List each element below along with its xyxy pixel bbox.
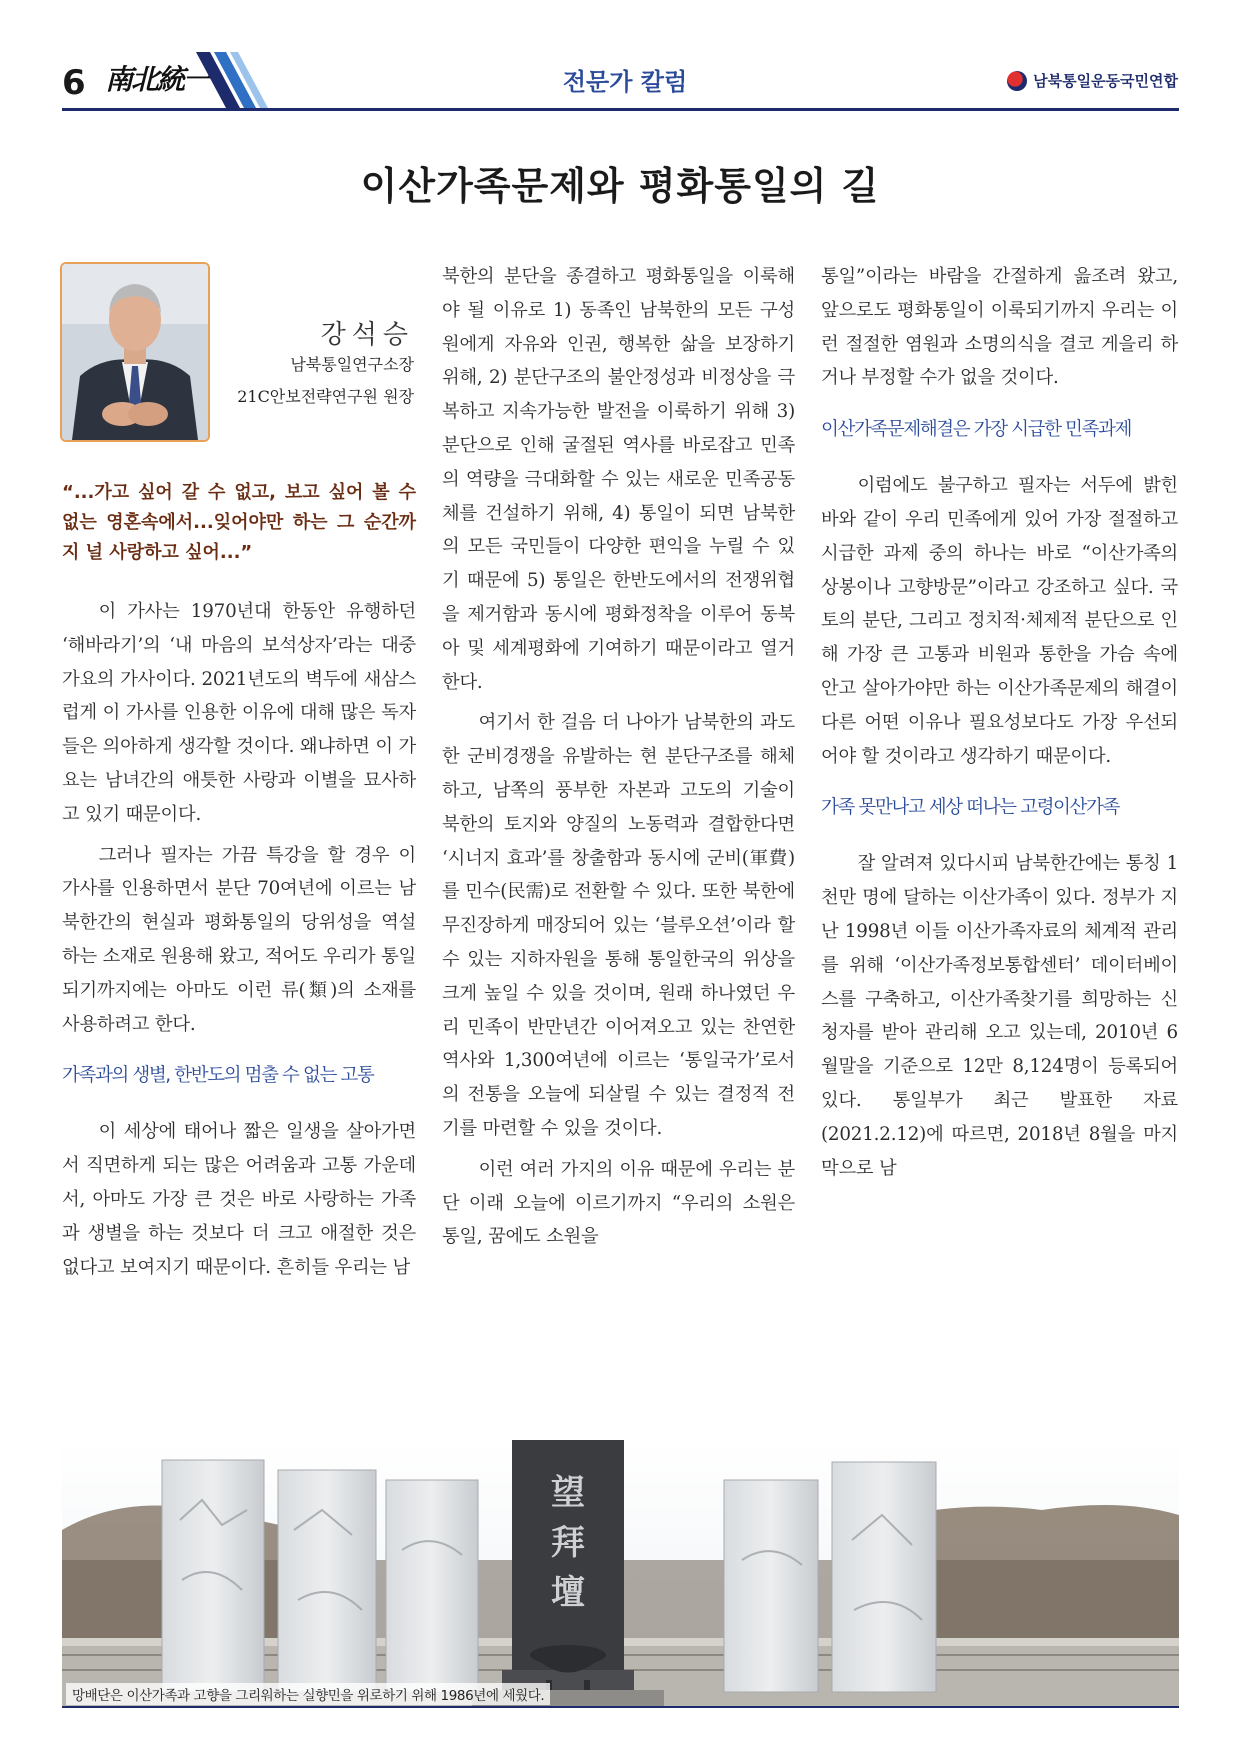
monument-scene-image bbox=[62, 1440, 1179, 1706]
header-stripes-decoration bbox=[196, 52, 276, 112]
column-3 bbox=[821, 260, 1178, 1192]
mangbaedan-photo bbox=[62, 1440, 1179, 1706]
org-emblem-icon bbox=[1007, 71, 1027, 91]
paragraph: 이런 여러 가지의 이유 때문에 우리는 분단 이래 오늘에 이르기까지 “우리의 소원은 통일, 꿈에도 소원을 bbox=[442, 1158, 795, 1248]
subheading: 이산가족문제해결은 가장 시급한 민족과제 bbox=[821, 419, 1131, 441]
subheading: 가족 못만나고 세상 떠나는 고령이산가족 bbox=[821, 797, 1119, 819]
header-rule bbox=[62, 108, 1179, 111]
paragraph: 이럼에도 불구하고 필자는 서두에 밝힌 바와 같이 우리 민족에게 있어 가장 절절하고 시급한 과제 중의 하나는 바로 “이산가족의 상봉이나 고향방문”이라고 강조하고 싶다. 국토의 분단, 그리고 정치적·체제적 분단으로 인해 가장 큰 고통과 비원과 통한을 가슴 속에 안고 살아가야만 하는 이산가족문제의 해결이 다른 어떤 이유나 필요성보다도 가장 우선되어야 할 것이라고 생각하기 때문이다. bbox=[821, 475, 1178, 767]
column-2 bbox=[442, 260, 795, 1261]
monument-inscription: 望 拜 壇 bbox=[551, 1473, 585, 1613]
paragraph: 잘 알려져 있다시피 남북한간에는 통칭 1천만 명에 달하는 이산가족이 있다. 정부가 지난 1998년 이들 이산가족자료의 체계적 관리를 위해 ‘이산가족정보통합센터’ 데이터베이스를 구축하고, 이산가족찾기를 희망하는 신청자를 받아 관리해 오고 있는데, 2010년 6월말을 기준으로 12만 8,124명이 등록되어 있다. 통일부가 최근 발표한 자료(2021.2.12)에 따르면, 2018년 8월을 마지막으로 남 bbox=[821, 853, 1178, 1179]
paragraph: 그러나 필자는 가끔 특강을 할 경우 이 가사를 인용하면서 분단 70여년에 이르는 남북한간의 현실과 평화통일의 당위성을 역설하는 소재로 원용해 왔고, 적어도 우리가 통일되기까지에는 아마도 이런 류(類)의 소재를 사용하려고 한다. bbox=[62, 844, 416, 1035]
photo-caption: 망배단은 이산가족과 고향을 그리워하는 실향민을 위로하기 위해 1986년에 세웠다. bbox=[66, 1683, 550, 1705]
author-role-2: 21C안보전략연구원 원장 bbox=[237, 387, 414, 406]
organization-badge bbox=[1007, 70, 1178, 91]
column-1 bbox=[62, 595, 416, 1291]
section-label: 전문가 칼럼 bbox=[562, 68, 688, 96]
newspaper-logo: 南北統一 bbox=[105, 63, 210, 96]
paragraph: 이 세상에 태어나 짧은 일생을 살아가면서 직면하게 되는 많은 어려움과 고통 가운데서, 아마도 가장 큰 것은 바로 사랑하는 가족과 생별을 하는 것보다 더 크고 애절한 것은 없다고 보여지기 때문이다. 흔히들 우리는 남 bbox=[62, 1121, 416, 1278]
footer-rule bbox=[62, 1706, 1179, 1708]
article-title: 이산가족문제와 평화통일의 길 bbox=[360, 163, 880, 208]
paragraph: 이 가사는 1970년대 한동안 유행하던 ‘해바라기’의 ‘내 마음의 보석상자’라는 대중가요의 가사이다. 2021년도의 벽두에 새삼스럽게 이 가사를 인용한 이유에 대해 많은 독자들은 의아하게 생각할 것이다. 왜냐하면 이 가요는 남녀간의 애틋한 사랑과 이별을 묘사하고 있기 때문이다. bbox=[62, 601, 416, 825]
author-name: 강석승 bbox=[320, 320, 414, 350]
page-number: 6 bbox=[62, 63, 86, 103]
paragraph: 북한의 분단을 종결하고 평화통일을 이룩해야 될 이유로 1) 동족인 남북한의 모든 구성원에게 자유와 인권, 행복한 삶을 보장하기 위해, 2) 분단구조의 불안정성과 비정상을 극복하고 지속가능한 발전을 이룩하기 위해 3) 분단으로 인해 굴절된 역사를 바로잡고 민족의 역량을 극대화할 수 있는 새로운 민족공동체를 건설하기 위해, 4) 통일이 되면 남북한의 모든 국민들이 다양한 편익을 누릴 수 있기 때문에 5) 통일은 한반도에서의 전쟁위협을 제거함과 동시에 평화정착을 이루어 동북아 및 세계평화에 기여하기 때문이라고 열거한다. bbox=[442, 266, 795, 693]
organization-name: 남북통일운동국민연합 bbox=[1033, 72, 1178, 90]
pull-quote: “...가고 싶어 갈 수 없고, 보고 싶어 볼 수 없는 영혼속에서...잊어야만 하는 그 순간까지 널 사랑하고 싶어...” bbox=[62, 482, 416, 563]
author-role-1: 남북통일연구소장 bbox=[290, 355, 414, 374]
paragraph: 통일”이라는 바람을 간절하게 읊조려 왔고, 앞으로도 평화통일이 이룩되기까지 우리는 이런 절절한 염원과 소명의식을 결코 게을리 하거나 부정할 수가 없을 것이다. bbox=[821, 266, 1178, 389]
subheading: 가족과의 생별, 한반도의 멈출 수 없는 고통 bbox=[62, 1065, 374, 1087]
paragraph: 여기서 한 걸음 더 나아가 남북한의 과도한 군비경쟁을 유발하는 현 분단구조를 해체하고, 남쪽의 풍부한 자본과 고도의 기술이 북한의 토지와 양질의 노동력과 결합한다면 ‘시너지 효과’를 창출함과 동시에 군비(軍費)를 민수(民需)로 전환할 수 있다. 또한 북한에 무진장하게 매장되어 있는 ‘블루오션’이라 할 수 있는 지하자원을 통해 통일한국의 위상을 크게 높일 수 있을 것이며, 원래 하나였던 우리 민족이 반만년간 이어져오고 있는 찬연한 역사와 1,300여년에 이르는 ‘통일국가’로서의 전통을 오늘에 되살릴 수 있는 결정적 전기를 마련할 수 있을 것이다. bbox=[442, 712, 795, 1139]
